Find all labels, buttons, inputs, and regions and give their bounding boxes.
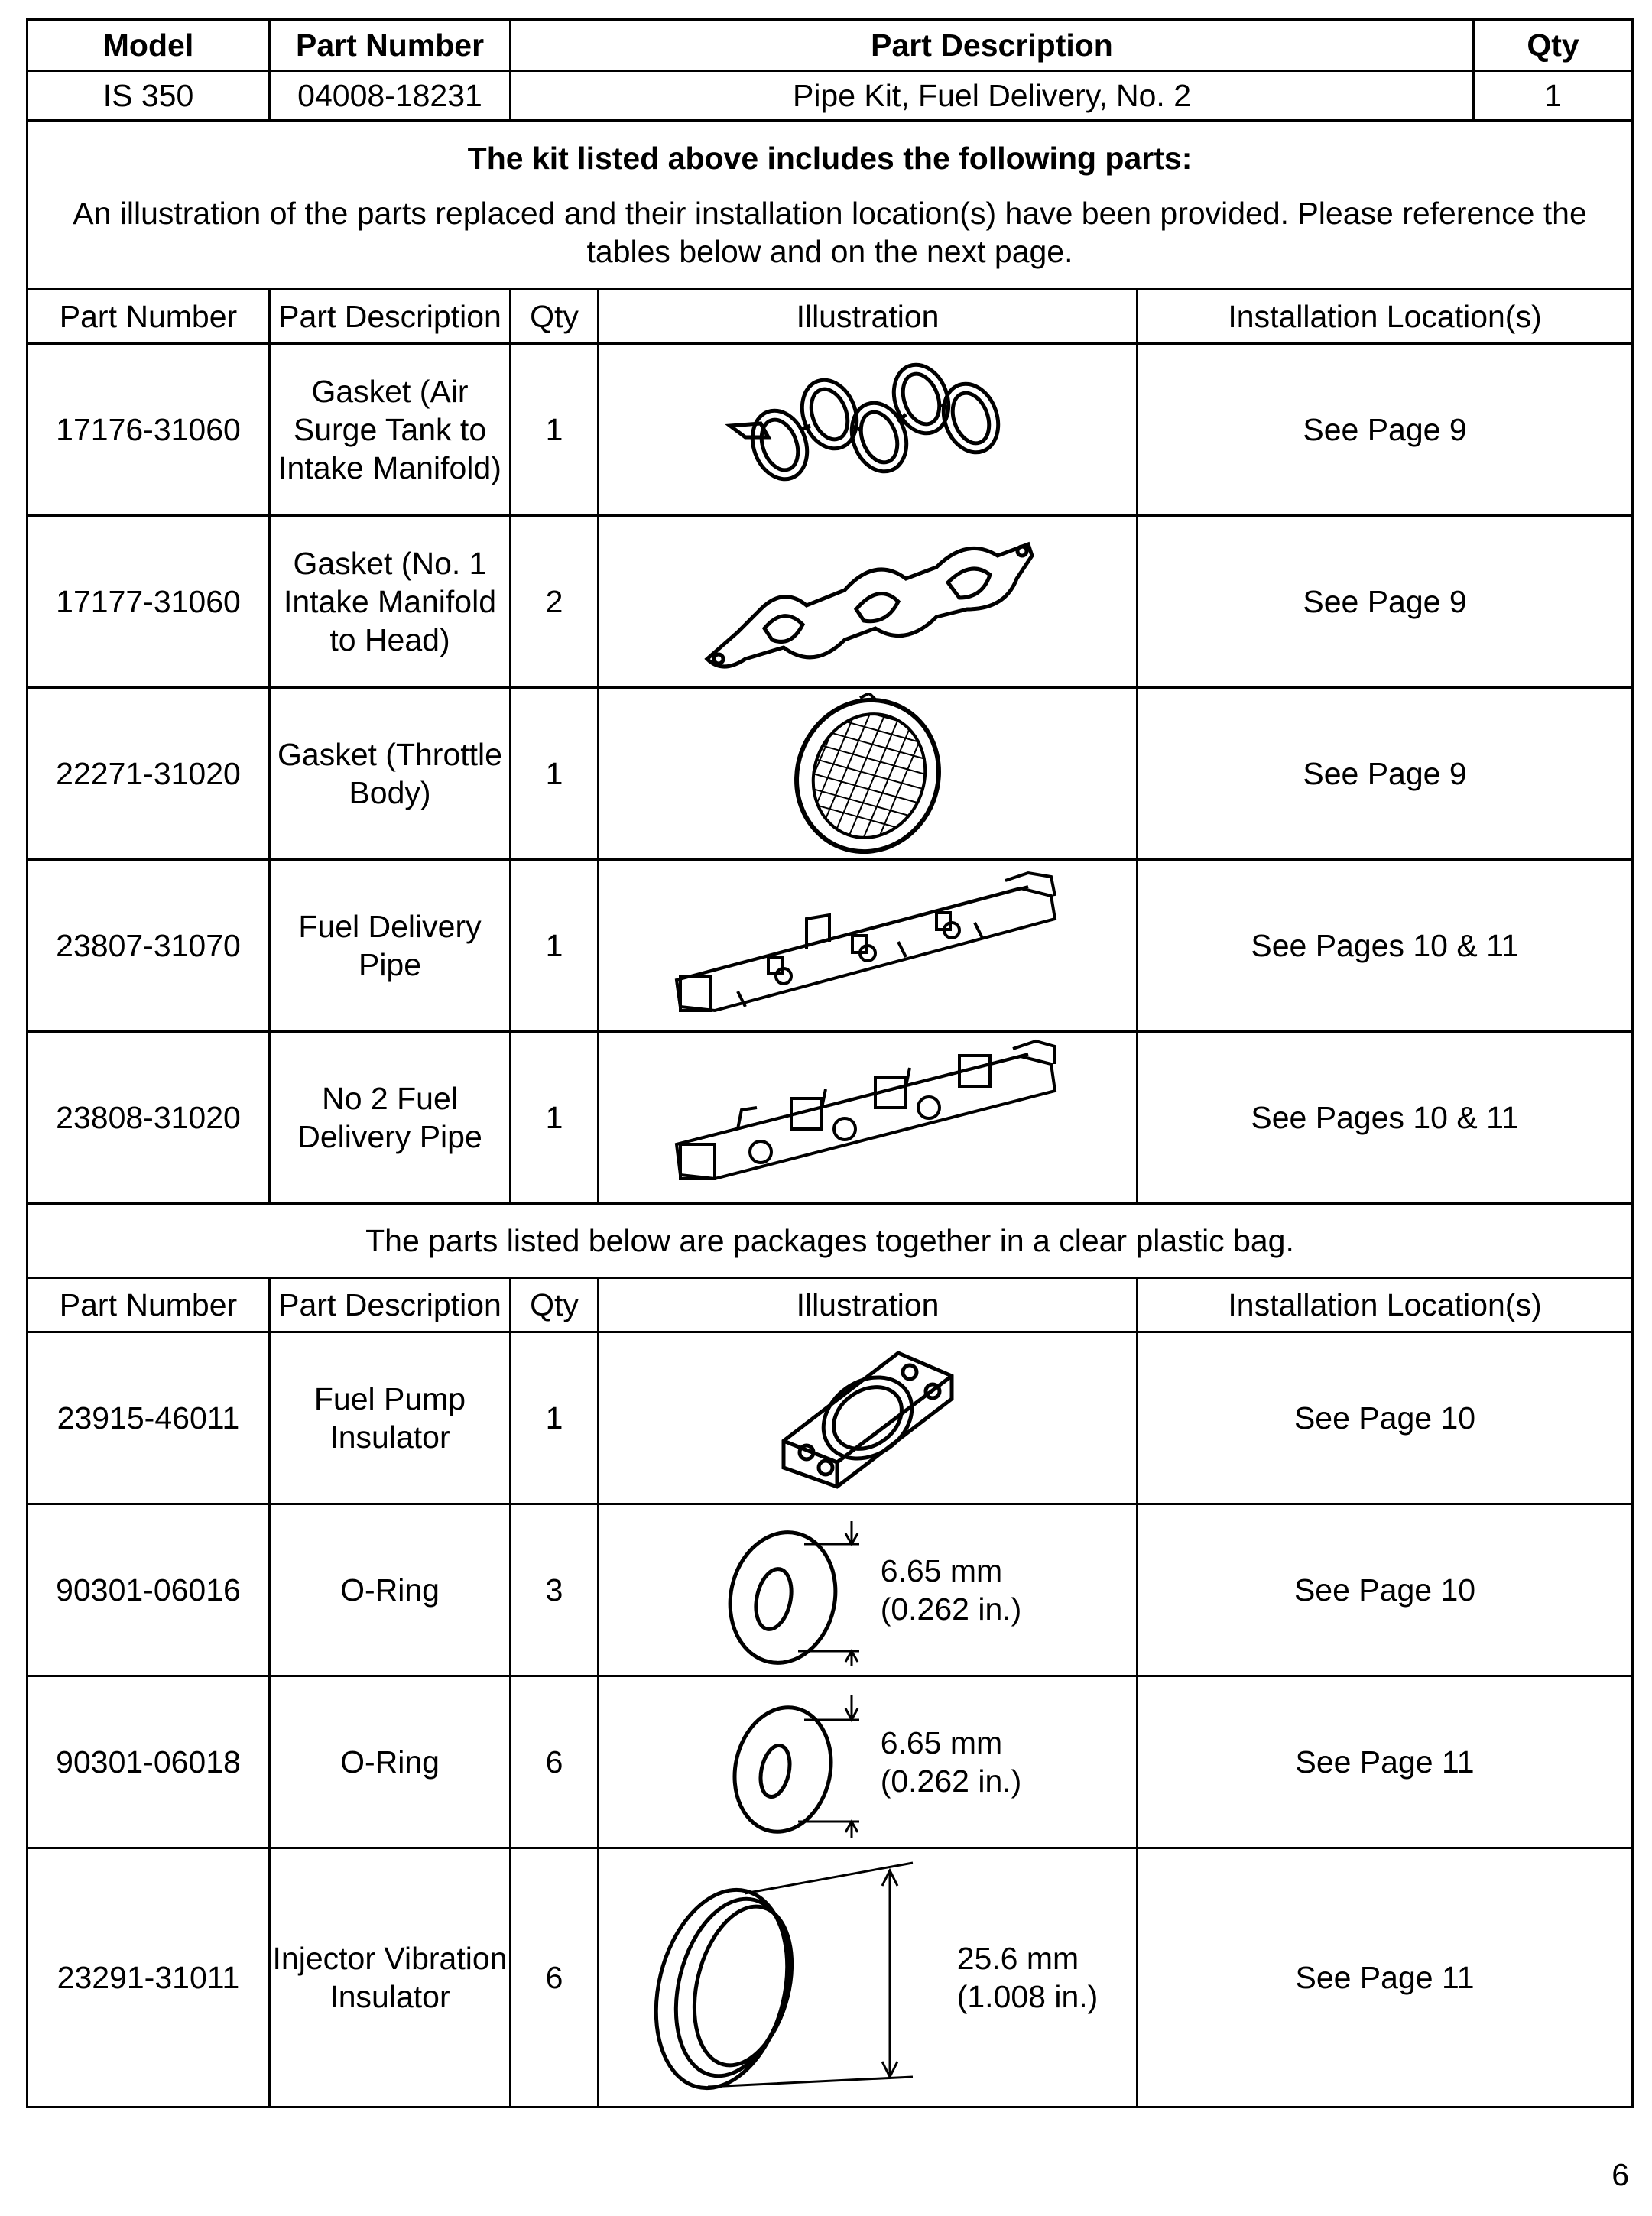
- kit-description: Pipe Kit, Fuel Delivery, No. 2: [511, 71, 1474, 121]
- parts-column-header: [28, 290, 1633, 344]
- part-description: Fuel Delivery Pipe: [270, 860, 511, 1032]
- part-qty: 1: [511, 688, 599, 860]
- part-number: 23808-31020: [28, 1032, 270, 1204]
- part-number: 90301-06016: [28, 1504, 270, 1676]
- col-illustration: Illustration: [599, 1278, 1138, 1332]
- part-description: Gasket (Air Surge Tank to Intake Manifold): [270, 344, 511, 516]
- dimension-mm: 25.6 mm: [956, 1941, 1079, 1976]
- fuel-pump-insulator-icon: [768, 1342, 967, 1494]
- dimension-mm: 6.65 mm: [880, 1553, 1003, 1588]
- col-qty: Qty: [511, 1278, 599, 1332]
- kit-note-row: [28, 121, 1633, 290]
- header-qty: Qty: [1474, 20, 1633, 71]
- part-qty: 6: [511, 1676, 599, 1848]
- fuel-delivery-pipe-icon: [669, 865, 1066, 1026]
- kit-model: IS 350: [28, 71, 270, 121]
- part-location: See Page 10: [1138, 1504, 1633, 1676]
- kit-row: [28, 71, 1633, 121]
- part-qty: 1: [511, 860, 599, 1032]
- part-location: See Page 11: [1138, 1676, 1633, 1848]
- kit-header-row: [28, 20, 1633, 71]
- header-part-description: Part Description: [511, 20, 1474, 71]
- kit-note-text: An illustration of the parts replaced and their installation location(s) have been provided. Please reference the tables below and on the next page.: [73, 196, 1587, 269]
- col-qty: Qty: [511, 290, 599, 344]
- kit-part-number: 04008-18231: [270, 71, 511, 121]
- part-location: See Pages 10 & 11: [1138, 1032, 1633, 1204]
- col-part-description: Part Description: [270, 1278, 511, 1332]
- part-illustration: [599, 1848, 1138, 2107]
- col-installation-location: Installation Location(s): [1138, 290, 1633, 344]
- part-description: Gasket (Throttle Body): [270, 688, 511, 860]
- page-number: 6: [1611, 2157, 1629, 2192]
- parts-document: [26, 18, 1631, 2108]
- part-illustration: [599, 688, 1138, 860]
- col-installation-location: Installation Location(s): [1138, 1278, 1633, 1332]
- part-location: See Page 9: [1138, 344, 1633, 516]
- o-ring-icon: [714, 1686, 867, 1838]
- part-location: See Page 9: [1138, 688, 1633, 860]
- intake-manifold-gasket-icon: [692, 525, 1043, 678]
- part-location: See Page 10: [1138, 1332, 1633, 1504]
- part-location: See Page 11: [1138, 1848, 1633, 2107]
- col-part-description: Part Description: [270, 290, 511, 344]
- part-number: 23915-46011: [28, 1332, 270, 1504]
- part-location: See Page 9: [1138, 516, 1633, 688]
- part-qty: 2: [511, 516, 599, 688]
- part-illustration: [599, 1676, 1138, 1848]
- injector-vibration-insulator-icon: [638, 1859, 943, 2096]
- dimension-in: (0.262 in.): [880, 1763, 1022, 1799]
- bag-note-row: [28, 1204, 1633, 1278]
- bag-note: The parts listed below are packages together in a clear plastic bag.: [28, 1204, 1633, 1278]
- dimension-mm: 6.65 mm: [880, 1725, 1003, 1760]
- table-row: [28, 1332, 1633, 1504]
- col-part-number: Part Number: [28, 1278, 270, 1332]
- part-number: 23291-31011: [28, 1848, 270, 2107]
- table-row: [28, 1676, 1633, 1848]
- part-description: No 2 Fuel Delivery Pipe: [270, 1032, 511, 1204]
- table-row: [28, 1504, 1633, 1676]
- part-qty: 1: [511, 1332, 599, 1504]
- dimension-in: (0.262 in.): [880, 1591, 1022, 1627]
- part-qty: 1: [511, 1032, 599, 1204]
- bag-column-header: [28, 1278, 1633, 1332]
- part-number: 17176-31060: [28, 344, 270, 516]
- table-row: [28, 1032, 1633, 1204]
- kit-note-heading: The kit listed above includes the following parts:: [467, 141, 1193, 176]
- throttle-body-gasket-icon: [784, 693, 952, 854]
- part-location: See Pages 10 & 11: [1138, 860, 1633, 1032]
- part-description: Fuel Pump Insulator: [270, 1332, 511, 1504]
- part-qty: 6: [511, 1848, 599, 2107]
- header-part-number: Part Number: [270, 20, 511, 71]
- air-surge-gasket-icon: [715, 353, 1021, 506]
- part-illustration: [599, 1332, 1138, 1504]
- table-row: [28, 860, 1633, 1032]
- part-qty: 1: [511, 344, 599, 516]
- part-description: Gasket (No. 1 Intake Manifold to Head): [270, 516, 511, 688]
- part-qty: 3: [511, 1504, 599, 1676]
- part-description: Injector Vibration Insulator: [270, 1848, 511, 2107]
- part-number: 23807-31070: [28, 860, 270, 1032]
- table-row: [28, 1848, 1633, 2107]
- table-row: [28, 688, 1633, 860]
- part-illustration: [599, 860, 1138, 1032]
- part-illustration: [599, 1032, 1138, 1204]
- part-illustration: [599, 1504, 1138, 1676]
- table-row: [28, 516, 1633, 688]
- fuel-delivery-pipe-2-icon: [669, 1037, 1066, 1198]
- kit-qty: 1: [1474, 71, 1633, 121]
- table-row: [28, 344, 1633, 516]
- part-description: O-Ring: [270, 1676, 511, 1848]
- col-illustration: Illustration: [599, 290, 1138, 344]
- header-model: Model: [28, 20, 270, 71]
- part-number: 90301-06018: [28, 1676, 270, 1848]
- part-illustration: [599, 344, 1138, 516]
- part-number: 17177-31060: [28, 516, 270, 688]
- part-illustration: [599, 516, 1138, 688]
- o-ring-icon: [714, 1514, 867, 1666]
- col-part-number: Part Number: [28, 290, 270, 344]
- part-description: O-Ring: [270, 1504, 511, 1676]
- dimension-in: (1.008 in.): [956, 1979, 1099, 2014]
- part-number: 22271-31020: [28, 688, 270, 860]
- parts-table: [26, 18, 1634, 2108]
